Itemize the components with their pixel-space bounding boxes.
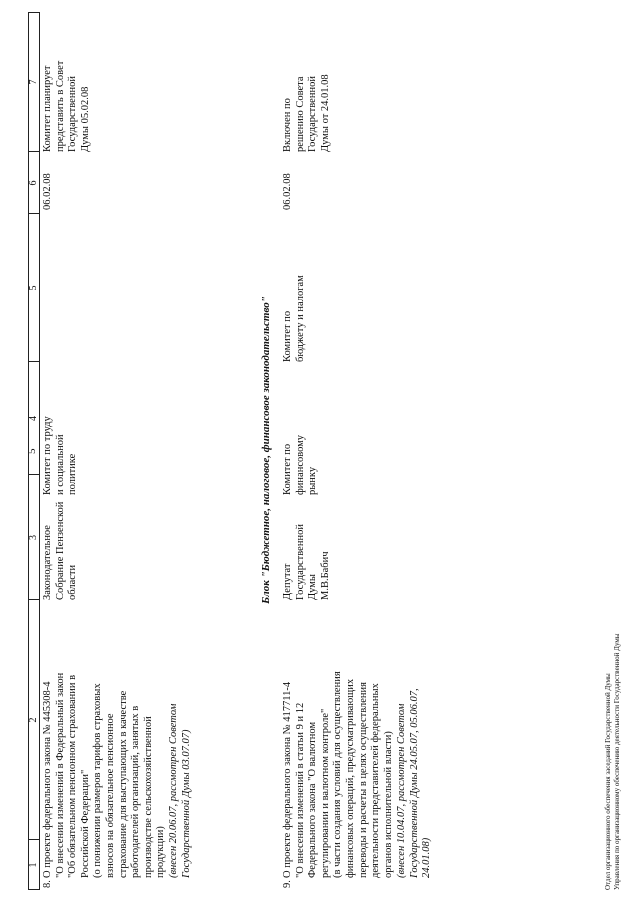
page-number: 5 <box>26 448 38 454</box>
column-header: 6 <box>28 180 39 186</box>
footer <box>604 634 622 890</box>
row-number: 9. <box>282 880 293 888</box>
date: 06.02.08 <box>282 173 293 210</box>
row-number: 8. <box>42 880 53 888</box>
column-header: 4 <box>28 416 39 421</box>
column-header: 5 <box>28 285 39 291</box>
footer-line: Отдел организационного обеспечения заседаний Государственной Думы <box>604 673 612 890</box>
bill-title: О проекте федерального закона № 417711-4 "О внесении изменений в статьи 9 и 12 Федерального закона "О валютном регулировании и валютном контроле" (в части создания условий для осуществления финансовых операций, предусматривающих переводы и расчеты в целях осуществления деятельности представителей федеральных органов исполнительной власти) <box>282 671 394 878</box>
status: Включен по решению Совета Государственной Думы от 24.01.08 <box>282 74 331 152</box>
initiator: Депутат Государственной Думы М.В.Бабич <box>282 524 331 600</box>
status: Комитет планирует представить в Совет Государственной Думы 05.02.08 <box>42 60 91 152</box>
bill-note: (внесен 20.06.07, рассмотрен Советом Государственной Думы 03.07.07) <box>168 703 192 878</box>
responsible-committee: Комитет по труду и социальной политике <box>42 416 79 495</box>
bill-title: О проекте федерального закона № 445308-4 "О внесении изменений в Федеральный закон "Об обязательном пенсионном страховании в Российской Федерации" (о понижении размеров тарифов страховых взносов на обязательное пенсионное страхование для выступающих в качестве работодателей организаций, занятых в производстве сельскохозяйственной продукции) <box>42 672 167 878</box>
column-header: 7 <box>28 79 39 85</box>
column-header: 1 <box>28 862 39 868</box>
initiator: Законодательное Собрание Пензенской области <box>42 501 79 600</box>
footer-line: Управления по организационному обеспечению деятельности Государственной Думы <box>613 633 621 890</box>
column-header: 2 <box>28 717 39 723</box>
bill-note: (внесен 10.04.07, рассмотрен Советом Государственной Думы 24.05.07, 05.06.07, 24.01.08) <box>396 688 433 878</box>
column-header: 3 <box>28 535 39 540</box>
responsible-committee: Комитет по финансовому рынку <box>282 434 319 495</box>
block-title: Блок "Бюджетное, налоговое, финансовое законодательство" <box>260 296 272 604</box>
date: 06.02.08 <box>42 173 53 210</box>
co-committee: Комитет по бюджету и налогам <box>282 275 306 362</box>
